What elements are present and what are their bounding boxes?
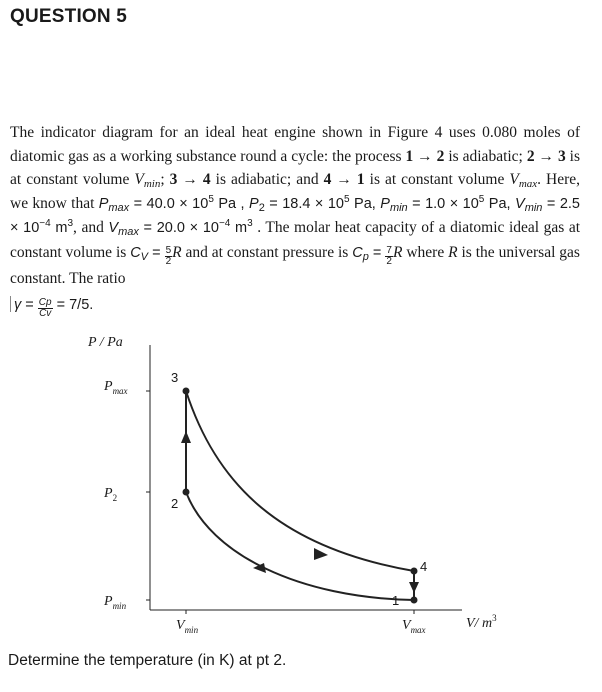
pmax-label: $P_{max}$ <box>104 379 128 396</box>
point-3-dot <box>183 388 190 395</box>
point-3-label: 3 <box>171 370 179 385</box>
problem-statement: The indicator diagram for an ideal heat engine shown in Figure 4 uses 0.080 moles of diatomic gas as a working substance round a cycle: the process 1 → 2 is adiabatic; 2 → 3 is at constant volume $V_{min}$; 3 → 4 is adiabatic; and 4 → 1 is at constant volume $V_{max}$. Here, we know that $P_{max} = 40.0 \times 10^5$ Pa , $P_2 = 18.4 \times 10^5$ Pa, $P_{min} = 1.0 \times 10^5$ Pa, $V_{min} = 2.5 \times 10^{-4}$ $m^3$, and $V_{max} = 20.0 \times 10^{-4}$ $m^3$ . The molar heat capacity of a diatomic ideal gas at constant volume is $C_V$ = $\frac{5}{2}$ R and at constant pressure is $C_p$ = $\frac{7}{2}$ R where R is the universal gas constant. The ratio γ = $\frac{Cp}{Cv}$ = 7/5. <box>10 124 581 319</box>
point-2-label: 2 <box>171 496 179 511</box>
x-axis-label: V/ $m^3$ <box>466 613 497 631</box>
question-prompt: Determine the temperature (in K) at pt 2. <box>8 652 287 669</box>
question-title: QUESTION 5 <box>10 6 128 27</box>
y-axis-label: P / Pa <box>88 335 123 350</box>
process-4-1-arrow <box>409 582 419 593</box>
process-2-3-arrow <box>181 431 191 443</box>
process-3-4-arrow <box>314 548 328 560</box>
point-1-label: 1 <box>392 593 400 608</box>
vmax-label: $V_{max}$ <box>402 618 426 635</box>
process-1-2-curve <box>186 492 414 600</box>
pmin-label: $P_{min}$ <box>104 594 127 611</box>
point-2-dot <box>183 489 190 496</box>
vmin-label: $V_{min}$ <box>176 618 199 635</box>
point-4-dot <box>411 568 418 575</box>
point-4-label: 4 <box>420 559 428 574</box>
point-1-dot <box>411 597 418 604</box>
p2-label: $P_2$ <box>104 486 118 503</box>
pv-diagram <box>0 325 602 655</box>
process-3-4-curve <box>186 391 414 571</box>
